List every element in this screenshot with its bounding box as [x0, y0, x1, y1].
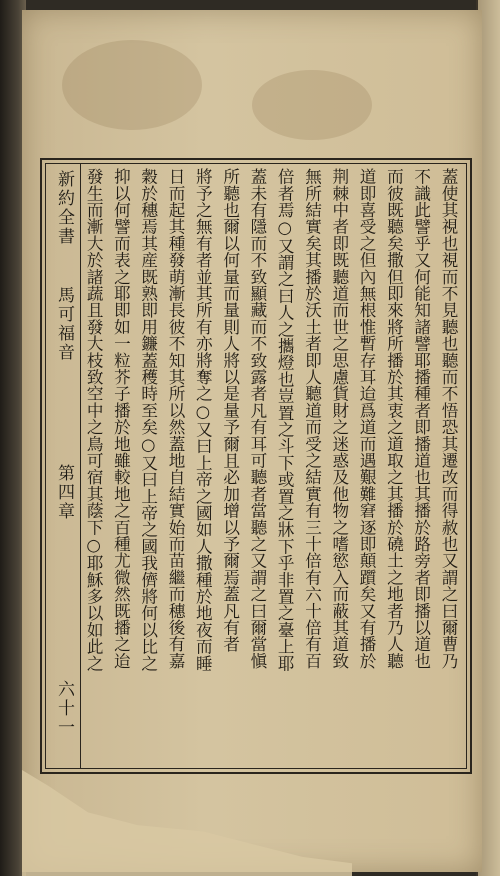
- text-column: 所聽也爾以何量而量則人將以是量予爾且必加增以予爾焉蓋凡有者: [220, 168, 240, 653]
- body-text: [86, 168, 462, 764]
- text-column: 荆棘中者即既聽道而世之思慮貨財之迷惑及他物之嗜慾入而蔽其道致: [329, 168, 349, 669]
- text-frame-inner: [45, 163, 467, 769]
- gospel-title: 馬可福音: [54, 286, 74, 362]
- chapter-label: 第四章: [54, 464, 74, 521]
- paper-stain: [252, 70, 372, 140]
- running-title-column: [46, 164, 81, 768]
- paper-stain: [62, 40, 202, 130]
- text-column: 蓋未有隱而不致顯藏而不致露者凡有耳可聽者當聽之又謂之曰爾當愼: [247, 168, 267, 669]
- text-column: 而彼既聽矣撒但即來將所播於其衷之道取之其播於磽土之地者乃人聽: [384, 168, 404, 669]
- text-column: 道即喜受之但內無根惟暫存耳迨爲道而遇艱難窘逐即顛躓矣又有播於: [357, 168, 377, 669]
- text-column: 穀於穗焉其産既熟即用鐮蓋穫時至矣○又曰上帝之國我儕將何以比之: [138, 168, 158, 672]
- text-column: 不識此譬乎又何能知諸譬耶播種者即播道也其播於路旁者即播以道也: [411, 168, 431, 669]
- text-column: 日而起其種發萌漸長彼不知其所以然蓋地自結實始而苗繼而穗後有嘉: [166, 168, 186, 669]
- text-column: 倍者焉○又謂之曰人之攜燈也豈置之斗下或置之牀下乎非置之臺上耶: [275, 168, 295, 672]
- page-number: 六十一: [54, 680, 74, 737]
- text-column: 發生而漸大於諸蔬且發大枝致空中之鳥可宿其蔭下○耶穌多以如此之: [84, 168, 104, 672]
- text-column: 無所結實矣其播於沃土者即人聽道而受之結實有三十倍有六十倍有百: [302, 168, 322, 669]
- text-column: 抑以何譬而表之耶即如一粒芥子播於地雖較地之百種尤微然既播之迨: [111, 168, 131, 669]
- text-column: 蓋使其視也視而不見聽也聽而不悟恐其遷改而得赦也又謂之曰爾曹乃: [439, 168, 458, 669]
- series-title: 新約全書: [54, 170, 74, 246]
- text-frame: [40, 158, 472, 774]
- text-column: 將予之無有者並其所有亦將奪之○又曰上帝之國如人撒種於地夜而睡: [193, 168, 213, 672]
